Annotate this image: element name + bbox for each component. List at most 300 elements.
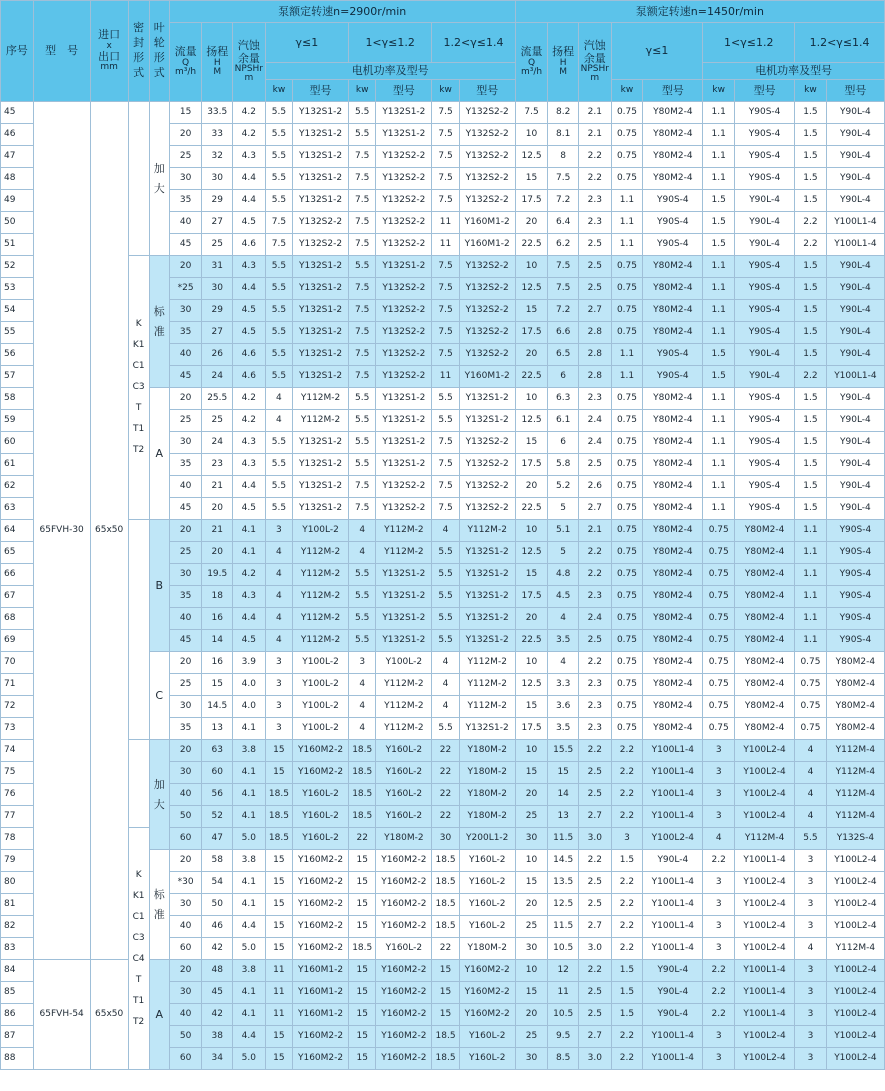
data-cell: 27 bbox=[202, 322, 233, 344]
data-cell: Y90S-4 bbox=[735, 146, 795, 168]
header-gamma1-2900: γ≤1 bbox=[265, 23, 348, 63]
data-cell: Y80M2-4 bbox=[826, 674, 884, 696]
data-cell: 30 bbox=[515, 828, 548, 850]
data-cell: 1.1 bbox=[703, 322, 735, 344]
data-cell: 4 bbox=[265, 586, 292, 608]
data-cell: 30 bbox=[169, 564, 202, 586]
data-cell: 2.4 bbox=[578, 410, 611, 432]
row-seq: 65 bbox=[1, 542, 34, 564]
data-cell: Y100L2-4 bbox=[826, 916, 884, 938]
model-cell: 65FVH-54 bbox=[33, 960, 90, 1070]
data-cell: Y90S-4 bbox=[643, 366, 703, 388]
data-cell: 30 bbox=[515, 938, 548, 960]
data-cell: 2.7 bbox=[578, 806, 611, 828]
data-cell: 35 bbox=[169, 454, 202, 476]
data-cell: 9.5 bbox=[548, 1026, 579, 1048]
data-cell: Y90L-4 bbox=[826, 278, 884, 300]
data-cell: 29 bbox=[202, 190, 233, 212]
data-cell: Y132S1-2 bbox=[293, 256, 349, 278]
data-cell: 4.0 bbox=[233, 674, 266, 696]
data-cell: 17.5 bbox=[515, 190, 548, 212]
data-cell: 4 bbox=[703, 828, 735, 850]
data-cell: 0.75 bbox=[611, 124, 643, 146]
data-cell: 7.5 bbox=[349, 498, 376, 520]
data-cell: Y160L-2 bbox=[376, 762, 432, 784]
data-cell: 15 bbox=[169, 102, 202, 124]
data-cell: Y100L1-4 bbox=[643, 762, 703, 784]
data-cell: Y90L-4 bbox=[735, 344, 795, 366]
data-cell: 15 bbox=[515, 762, 548, 784]
data-cell: 0.75 bbox=[611, 718, 643, 740]
row-seq: 45 bbox=[1, 102, 34, 124]
npsh-label-1: 汽蚀 bbox=[237, 39, 260, 53]
data-cell: 18.5 bbox=[349, 740, 376, 762]
data-cell: 3 bbox=[795, 960, 827, 982]
data-cell: Y100L1-4 bbox=[735, 850, 795, 872]
data-cell: Y160M1-2 bbox=[459, 212, 515, 234]
data-cell: 3 bbox=[795, 916, 827, 938]
data-cell: Y160M2-2 bbox=[376, 982, 432, 1004]
col-header-kw: kw bbox=[611, 80, 643, 102]
seal-code: C1 bbox=[132, 361, 145, 371]
data-cell: 0.75 bbox=[611, 674, 643, 696]
data-cell: 20 bbox=[515, 344, 548, 366]
data-cell: 10 bbox=[515, 850, 548, 872]
data-cell: Y100L2-4 bbox=[735, 762, 795, 784]
data-cell: 1.5 bbox=[703, 366, 735, 388]
data-cell: Y160M2-2 bbox=[459, 982, 515, 1004]
data-cell: Y90L-4 bbox=[826, 432, 884, 454]
data-cell: 4.1 bbox=[233, 762, 266, 784]
data-cell: Y180M-2 bbox=[376, 828, 432, 850]
data-cell: 2.6 bbox=[578, 476, 611, 498]
data-cell: 12.5 bbox=[548, 894, 579, 916]
data-cell: Y80M2-4 bbox=[826, 718, 884, 740]
data-cell: 0.75 bbox=[611, 564, 643, 586]
data-cell: 20 bbox=[515, 1004, 548, 1026]
data-cell: 3.3 bbox=[548, 674, 579, 696]
data-cell: 22 bbox=[432, 740, 459, 762]
data-cell: 0.75 bbox=[611, 168, 643, 190]
data-cell: 1.1 bbox=[795, 564, 827, 586]
flow-symbol: Q bbox=[527, 57, 536, 68]
npsh-unit: m bbox=[244, 73, 254, 84]
data-cell: 4 bbox=[349, 542, 376, 564]
data-cell: 4 bbox=[548, 652, 579, 674]
data-cell: 2.2 bbox=[578, 146, 611, 168]
header-gamma2-2900: 1<γ≤1.2 bbox=[349, 23, 432, 63]
data-cell: 7.5 bbox=[432, 168, 459, 190]
data-cell: 30 bbox=[169, 168, 202, 190]
data-cell: Y80M2-4 bbox=[735, 564, 795, 586]
data-cell: Y160M2-2 bbox=[376, 1026, 432, 1048]
data-cell: 7.5 bbox=[432, 190, 459, 212]
data-cell: 14.5 bbox=[548, 850, 579, 872]
data-cell: 3.0 bbox=[578, 938, 611, 960]
data-cell: Y80M2-4 bbox=[643, 476, 703, 498]
data-cell: Y132S2-2 bbox=[376, 322, 432, 344]
data-cell: 4.3 bbox=[233, 454, 266, 476]
data-cell: 17.5 bbox=[515, 586, 548, 608]
data-cell: 1.5 bbox=[795, 146, 827, 168]
data-cell: Y160L-2 bbox=[459, 1048, 515, 1070]
data-cell: 15 bbox=[432, 960, 459, 982]
data-cell: 18.5 bbox=[432, 894, 459, 916]
data-cell: 4.5 bbox=[233, 630, 266, 652]
data-cell: 15 bbox=[265, 850, 292, 872]
data-cell: 18.5 bbox=[265, 806, 292, 828]
row-seq: 54 bbox=[1, 300, 34, 322]
data-cell: 11 bbox=[432, 234, 459, 256]
data-cell: Y132S2-2 bbox=[459, 476, 515, 498]
data-cell: 5.5 bbox=[432, 608, 459, 630]
data-cell: 5.0 bbox=[233, 938, 266, 960]
row-seq: 56 bbox=[1, 344, 34, 366]
data-cell: 1.1 bbox=[703, 498, 735, 520]
data-cell: Y112M-4 bbox=[826, 806, 884, 828]
data-cell: Y80M2-4 bbox=[735, 696, 795, 718]
data-cell: 50 bbox=[169, 806, 202, 828]
data-cell: Y132S2-2 bbox=[376, 366, 432, 388]
data-cell: 7.5 bbox=[432, 432, 459, 454]
flow-unit: m³/h bbox=[175, 67, 197, 78]
data-cell: 1.1 bbox=[611, 212, 643, 234]
data-cell: Y132S2-2 bbox=[459, 300, 515, 322]
data-cell: Y100L2-4 bbox=[735, 806, 795, 828]
data-cell: 19.5 bbox=[202, 564, 233, 586]
data-cell: 2.2 bbox=[795, 212, 827, 234]
data-cell: 0.75 bbox=[703, 608, 735, 630]
data-cell: 4 bbox=[349, 718, 376, 740]
data-cell: 5.5 bbox=[432, 586, 459, 608]
data-cell: 4.6 bbox=[233, 344, 266, 366]
data-cell: Y90S-4 bbox=[826, 630, 884, 652]
col-header-kw: kw bbox=[703, 80, 735, 102]
data-cell: Y132S1-2 bbox=[293, 476, 349, 498]
data-cell: 1.5 bbox=[795, 190, 827, 212]
data-cell: 1.1 bbox=[795, 608, 827, 630]
data-cell: 42 bbox=[202, 938, 233, 960]
data-cell: Y160L-2 bbox=[376, 740, 432, 762]
data-cell: 40 bbox=[169, 476, 202, 498]
data-cell: 15 bbox=[265, 1026, 292, 1048]
data-cell: 2.2 bbox=[578, 564, 611, 586]
data-cell: 7.5 bbox=[548, 168, 579, 190]
data-cell: 4 bbox=[349, 520, 376, 542]
data-cell: 20 bbox=[515, 212, 548, 234]
data-cell: 4.6 bbox=[233, 234, 266, 256]
data-cell: 11 bbox=[265, 1004, 292, 1026]
data-cell: Y90L-4 bbox=[643, 1004, 703, 1026]
data-cell: Y160L-2 bbox=[293, 784, 349, 806]
data-cell: 0.75 bbox=[611, 146, 643, 168]
row-seq: 60 bbox=[1, 432, 34, 454]
row-seq: 53 bbox=[1, 278, 34, 300]
data-cell: 3.5 bbox=[548, 630, 579, 652]
impeller-cell: 标准 bbox=[149, 850, 169, 960]
data-cell: Y90L-4 bbox=[826, 454, 884, 476]
data-cell: Y90S-4 bbox=[643, 212, 703, 234]
data-cell: 3 bbox=[795, 894, 827, 916]
data-cell: 5.2 bbox=[548, 476, 579, 498]
data-cell: Y100L1-4 bbox=[735, 1004, 795, 1026]
data-cell: Y90S-4 bbox=[826, 564, 884, 586]
data-cell: 33 bbox=[202, 124, 233, 146]
data-cell: 5.5 bbox=[432, 410, 459, 432]
data-cell: Y160M2-2 bbox=[293, 740, 349, 762]
data-cell: 15 bbox=[515, 300, 548, 322]
data-cell: 3.8 bbox=[233, 850, 266, 872]
data-cell: 1.1 bbox=[703, 300, 735, 322]
data-cell: 7.5 bbox=[548, 256, 579, 278]
data-cell: 20 bbox=[515, 894, 548, 916]
header-motor-label-1450: 电机功率及型号 bbox=[703, 63, 885, 80]
data-cell: Y90S-4 bbox=[735, 256, 795, 278]
data-cell: Y80M2-4 bbox=[735, 674, 795, 696]
data-cell: 13 bbox=[548, 806, 579, 828]
data-cell: 3 bbox=[703, 784, 735, 806]
col-header-seq: 序号 bbox=[1, 1, 34, 102]
data-cell: 10 bbox=[515, 124, 548, 146]
data-cell: 2.3 bbox=[578, 674, 611, 696]
row-seq: 82 bbox=[1, 916, 34, 938]
data-cell: Y180M-2 bbox=[459, 938, 515, 960]
data-cell: 4.5 bbox=[233, 212, 266, 234]
data-cell: 1.5 bbox=[611, 960, 643, 982]
data-cell: 20 bbox=[515, 608, 548, 630]
data-cell: 5.5 bbox=[265, 432, 292, 454]
data-cell: Y90L-4 bbox=[826, 146, 884, 168]
data-cell: 4.8 bbox=[548, 564, 579, 586]
data-cell: 45 bbox=[202, 982, 233, 1004]
data-cell: Y112M-2 bbox=[376, 674, 432, 696]
data-cell: Y132S1-2 bbox=[376, 608, 432, 630]
data-cell: 2.3 bbox=[578, 388, 611, 410]
npsh-unit: m bbox=[590, 73, 600, 84]
data-cell: Y132S2-2 bbox=[376, 344, 432, 366]
data-cell: Y90L-4 bbox=[826, 498, 884, 520]
data-cell: 7.5 bbox=[432, 146, 459, 168]
data-cell: Y100L1-4 bbox=[735, 960, 795, 982]
data-cell: Y132S2-2 bbox=[376, 168, 432, 190]
data-cell: 63 bbox=[202, 740, 233, 762]
data-cell: Y90S-4 bbox=[643, 190, 703, 212]
data-cell: 5.5 bbox=[265, 190, 292, 212]
data-cell: 10 bbox=[515, 388, 548, 410]
header-gamma1-1450: γ≤1 bbox=[611, 23, 703, 80]
data-cell: 3 bbox=[611, 828, 643, 850]
data-cell: 1.1 bbox=[703, 476, 735, 498]
data-cell: 4.4 bbox=[233, 168, 266, 190]
data-cell: 20 bbox=[515, 476, 548, 498]
data-cell: Y100L2-4 bbox=[735, 938, 795, 960]
data-cell: Y132S2-2 bbox=[459, 322, 515, 344]
data-cell: Y160M2-2 bbox=[459, 1004, 515, 1026]
data-cell: Y100L2-4 bbox=[826, 1026, 884, 1048]
npsh-label-1: 汽蚀 bbox=[583, 39, 606, 53]
data-cell: 50 bbox=[169, 1026, 202, 1048]
data-cell: Y90L-4 bbox=[735, 234, 795, 256]
data-cell: 0.75 bbox=[703, 674, 735, 696]
data-cell: 0.75 bbox=[703, 652, 735, 674]
data-cell: Y100L1-4 bbox=[826, 366, 884, 388]
impeller-cell: 加大 bbox=[149, 740, 169, 850]
data-cell: 2.3 bbox=[578, 718, 611, 740]
data-cell: 1.1 bbox=[611, 366, 643, 388]
data-cell: Y160M2-2 bbox=[293, 762, 349, 784]
data-cell: 22 bbox=[432, 938, 459, 960]
data-cell: 3 bbox=[703, 916, 735, 938]
data-cell: 7.5 bbox=[349, 278, 376, 300]
data-cell: 2.2 bbox=[611, 916, 643, 938]
data-cell: Y112M-2 bbox=[376, 520, 432, 542]
row-seq: 46 bbox=[1, 124, 34, 146]
data-cell: 7.5 bbox=[265, 212, 292, 234]
data-cell: 1.5 bbox=[795, 102, 827, 124]
data-cell: 4 bbox=[795, 762, 827, 784]
data-cell: 4 bbox=[795, 740, 827, 762]
data-cell: 16 bbox=[202, 608, 233, 630]
data-cell: 4 bbox=[349, 674, 376, 696]
data-cell: 22.5 bbox=[515, 630, 548, 652]
table-row bbox=[1, 256, 885, 278]
row-seq: 80 bbox=[1, 872, 34, 894]
data-cell: Y100L2-4 bbox=[643, 828, 703, 850]
data-cell: 15 bbox=[515, 168, 548, 190]
data-cell: 17.5 bbox=[515, 718, 548, 740]
row-seq: 73 bbox=[1, 718, 34, 740]
data-cell: Y160L-2 bbox=[459, 1026, 515, 1048]
data-cell: Y112M-2 bbox=[293, 564, 349, 586]
data-cell: Y90L-4 bbox=[643, 960, 703, 982]
data-cell: Y132S2-2 bbox=[376, 498, 432, 520]
data-cell: Y160L-2 bbox=[459, 850, 515, 872]
data-cell: 0.75 bbox=[703, 718, 735, 740]
data-cell: 7.5 bbox=[515, 102, 548, 124]
col-header-npsh-1450 bbox=[578, 23, 611, 102]
data-cell: Y132S1-2 bbox=[459, 586, 515, 608]
data-cell: 56 bbox=[202, 784, 233, 806]
data-cell: 12 bbox=[548, 960, 579, 982]
data-cell: 2.2 bbox=[611, 806, 643, 828]
data-cell: Y132S1-2 bbox=[293, 454, 349, 476]
data-cell: 5.8 bbox=[548, 454, 579, 476]
npsh-label-2: 余量 bbox=[237, 51, 260, 65]
data-cell: 12.5 bbox=[515, 146, 548, 168]
data-cell: Y90S-4 bbox=[735, 388, 795, 410]
data-cell: 5.5 bbox=[432, 388, 459, 410]
data-cell: 2.2 bbox=[703, 1004, 735, 1026]
data-cell: Y160M2-2 bbox=[293, 850, 349, 872]
seal-code: T bbox=[135, 403, 142, 413]
seal-code: C3 bbox=[132, 932, 145, 943]
row-seq: 58 bbox=[1, 388, 34, 410]
data-cell: Y112M-4 bbox=[826, 762, 884, 784]
data-cell: Y160M2-2 bbox=[293, 938, 349, 960]
data-cell: 5.5 bbox=[432, 542, 459, 564]
data-cell: Y132S1-2 bbox=[376, 124, 432, 146]
data-cell: Y112M-2 bbox=[293, 608, 349, 630]
data-cell: 4 bbox=[265, 564, 292, 586]
data-cell: 21 bbox=[202, 520, 233, 542]
data-cell: 1.1 bbox=[703, 256, 735, 278]
data-cell: 1.1 bbox=[703, 278, 735, 300]
data-cell: 30 bbox=[169, 300, 202, 322]
data-cell: Y100L1-4 bbox=[643, 1026, 703, 1048]
data-cell: Y90L-4 bbox=[735, 212, 795, 234]
seal-code: T bbox=[135, 974, 142, 985]
data-cell: 5.5 bbox=[349, 432, 376, 454]
data-cell: Y100L1-4 bbox=[643, 740, 703, 762]
data-cell: Y80M2-4 bbox=[735, 652, 795, 674]
data-cell: Y160M1-2 bbox=[459, 234, 515, 256]
data-cell: Y80M2-4 bbox=[643, 168, 703, 190]
data-cell: Y80M2-4 bbox=[643, 652, 703, 674]
data-cell: 1.1 bbox=[611, 234, 643, 256]
data-cell: 3 bbox=[795, 1048, 827, 1070]
data-cell: 23 bbox=[202, 454, 233, 476]
data-cell: 15 bbox=[349, 894, 376, 916]
data-cell: 4 bbox=[265, 410, 292, 432]
data-cell: 48 bbox=[202, 960, 233, 982]
data-cell: 0.75 bbox=[611, 498, 643, 520]
data-cell: 18.5 bbox=[432, 1026, 459, 1048]
data-cell: 0.75 bbox=[703, 564, 735, 586]
data-cell: 12.5 bbox=[515, 542, 548, 564]
data-cell: 33.5 bbox=[202, 102, 233, 124]
data-cell: Y132S1-2 bbox=[293, 168, 349, 190]
data-cell: 8.5 bbox=[548, 1048, 579, 1070]
data-cell: 15 bbox=[265, 894, 292, 916]
data-cell: 4 bbox=[432, 520, 459, 542]
data-cell: 0.75 bbox=[795, 696, 827, 718]
data-cell: 5.5 bbox=[265, 102, 292, 124]
data-cell: 2.4 bbox=[578, 608, 611, 630]
seal-code: K1 bbox=[132, 890, 145, 901]
col-header-motor-model: 型号 bbox=[293, 80, 349, 102]
data-cell: Y160M2-2 bbox=[459, 960, 515, 982]
data-cell: 5.5 bbox=[349, 410, 376, 432]
data-cell: 4.1 bbox=[233, 1004, 266, 1026]
data-cell: 1.1 bbox=[703, 124, 735, 146]
data-cell: 7.5 bbox=[349, 322, 376, 344]
data-cell: 3 bbox=[265, 696, 292, 718]
data-cell: Y160M2-2 bbox=[376, 916, 432, 938]
table-row bbox=[1, 102, 885, 124]
data-cell: Y80M2-4 bbox=[643, 674, 703, 696]
data-cell: Y132S2-2 bbox=[459, 124, 515, 146]
data-cell: Y132S1-2 bbox=[459, 388, 515, 410]
data-cell: Y90S-4 bbox=[735, 102, 795, 124]
data-cell: 2.7 bbox=[578, 916, 611, 938]
data-cell: Y90S-4 bbox=[735, 322, 795, 344]
data-cell: 15 bbox=[349, 872, 376, 894]
data-cell: 54 bbox=[202, 872, 233, 894]
data-cell: 2.2 bbox=[703, 850, 735, 872]
data-cell: Y132S1-2 bbox=[293, 300, 349, 322]
data-cell: Y90L-4 bbox=[826, 476, 884, 498]
data-cell: Y80M2-4 bbox=[643, 410, 703, 432]
row-seq: 77 bbox=[1, 806, 34, 828]
data-cell: 4.1 bbox=[233, 806, 266, 828]
data-cell: 5.5 bbox=[349, 608, 376, 630]
data-cell: Y112M-2 bbox=[293, 586, 349, 608]
data-cell: 3.5 bbox=[548, 718, 579, 740]
data-cell: 25 bbox=[202, 410, 233, 432]
data-cell: 7.5 bbox=[432, 498, 459, 520]
data-cell: 2.5 bbox=[578, 894, 611, 916]
data-cell: 12.5 bbox=[515, 278, 548, 300]
